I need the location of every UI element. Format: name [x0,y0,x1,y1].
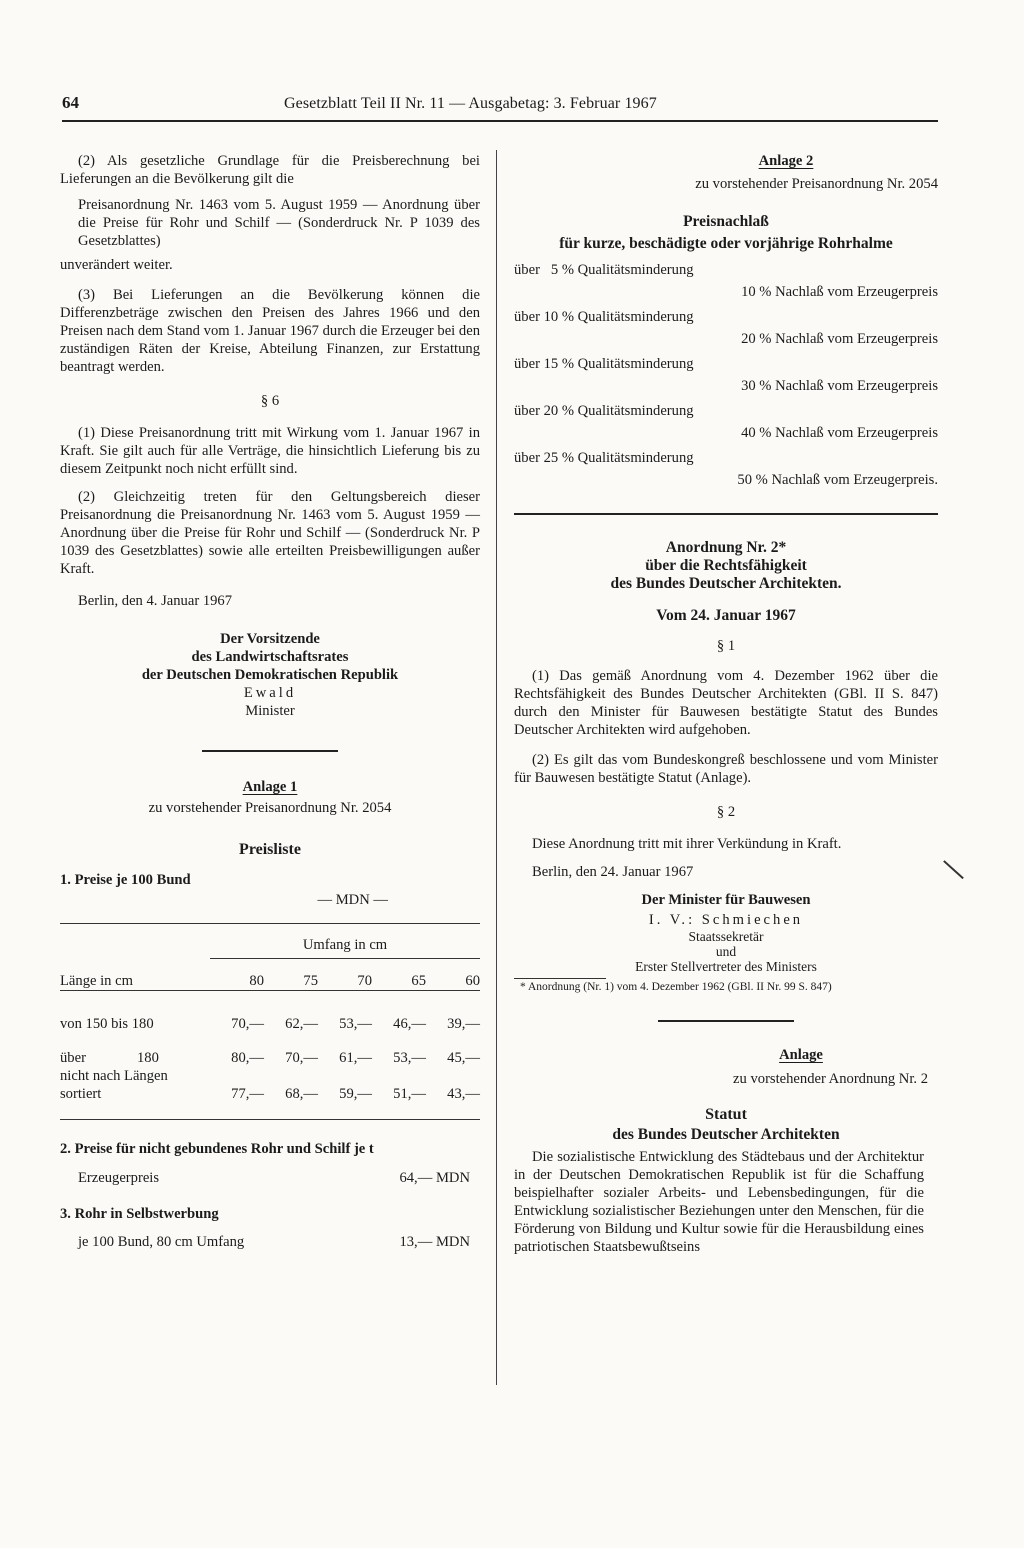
cell: 70,— [285,1049,318,1066]
footnote-rule [514,978,606,979]
cell: 68,— [285,1085,318,1102]
currency-label: — MDN — [317,892,388,908]
ordinance-title-line-2: über die Rechtsfähigkeit [645,557,807,574]
table-group-header: Umfang in cm [210,932,480,958]
signature-title-1: Staatssekretär [688,929,764,944]
row-label: von 150 bis 180 [60,1015,154,1032]
cell: 70,— [231,1015,264,1032]
table-row [60,1067,480,1103]
column-divider [496,150,497,1385]
item-3-value: 13,— MDN [399,1233,470,1250]
price-table [60,923,480,1120]
item-3-label: je 100 Bund, 80 cm Umfang [78,1233,245,1250]
discount-condition: über 25 % Qualitätsminderung [514,450,694,466]
header-title: Gesetzblatt Teil II Nr. 11 — Ausgabetag: 3. Februar 1967 [284,95,657,112]
paragraph-2-end: unverändert weiter. [60,257,173,273]
ordinance-title [514,539,938,593]
row-label-line-2: sortiert [60,1085,102,1102]
anlage-1-title-text: Anlage 1 [242,779,298,795]
cell: 59,— [339,1085,372,1102]
discount-value: 50 % Nachlaß vom Erzeugerpreis. [737,472,938,488]
list-item [514,402,938,442]
section-1-heading: § 1 [716,638,736,654]
signature-block [514,891,938,974]
statut-subtitle: des Bundes Deutscher Architekten [612,1126,840,1143]
list-item [514,308,938,348]
page-number: 64 [62,93,79,112]
item-2-label: Erzeugerpreis [78,1169,160,1186]
discount-value: 20 % Nachlaß vom Erzeugerpreis [741,331,938,347]
right-column [514,152,938,1256]
cell: 62,— [285,1015,318,1032]
cell: 43,— [447,1085,480,1102]
page-header [62,94,938,122]
preisliste-title: Preisliste [239,841,301,858]
anlage-1-title [60,778,480,796]
signature-name: Ewald [243,685,297,701]
item-2-heading-text: 2. Preise für nicht gebundenes Rohr und Schilf je t [60,1140,374,1157]
anlage-subtitle: zu vorstehender Anordnung Nr. 2 [733,1071,928,1087]
row-label-line-1: nicht nach Längen [60,1067,168,1084]
ordinance-date: Vom 24. Januar 1967 [656,607,796,624]
cell: 39,— [447,1015,480,1032]
row-label: über 180 [60,1049,159,1066]
cell: 46,— [393,1015,426,1032]
paragraph-2-quote: Preisanordnung Nr. 1463 vom 5. August 1959 — Anordnung über die Preise für Rohr und Schilf — (Sonderdruck Nr. P 1039 des Gesetzblattes) [78,197,480,249]
section-separator [658,1020,794,1022]
list-item [514,261,938,301]
nachlass-title: Preisnachlaß [683,213,769,230]
section-6-paragraph-1: (1) Diese Preisanordnung tritt mit Wirkung vom 1. Januar 1967 in Kraft. Sie gilt auch für alle Verträge, die hinsichtlich Lieferung bis zu diesem Zeitpunkt noch nicht erfüllt sind. [60,425,480,477]
statut-title: Statut [705,1106,747,1123]
discount-condition: über 5 % Qualitätsminderung [514,262,694,278]
col-header: 65 [411,972,426,989]
col-header: 75 [303,972,318,989]
paragraph-3: (3) Bei Lieferungen an die Bevölkerung können die Differenzbeträge zwischen den Preisen des Jahres 1966 und den Preisen nach dem Stand vom 1. Januar 1967 durch die Erzeuger bei den zuständigen Räten der Kreise, Abteilung Finanzen, zur Erstattung beantragt werden. [60,287,480,375]
anlage-1-subtitle: zu vorstehender Preisanordnung Nr. 2054 [148,800,392,816]
nachlass-subtitle: für kurze, beschädigte oder vorjährige Rohrhalme [559,235,893,252]
cell: 45,— [447,1049,480,1066]
anlage-2-title-text: Anlage 2 [758,153,814,169]
item-1-heading: 1. Preise je 100 Bund [60,872,191,888]
footnote: * Anordnung (Nr. 1) vom 4. Dezember 1962 (GBl. II Nr. 99 S. 847) [520,981,832,993]
discount-condition: über 20 % Qualitätsminderung [514,403,694,419]
item-2-value: 64,— MDN [399,1169,470,1186]
signature-name: I. V.: Schmiechen [648,912,804,928]
section-1-paragraph-1: (1) Das gemäß Anordnung vom 4. Dezember 1962 über die Rechtsfähigkeit des Bundes Deutscher Architekten (GBl. II S. 847) durch den Minister für Bauwesen bestätigte Statut des Bundes Deutscher Architekten wird aufgehoben. [514,668,938,738]
item-3-row [60,1233,480,1251]
table-row [60,1033,480,1067]
signature-block [60,630,480,720]
item-3-heading: 3. Rohr in Selbstwerbung [60,1205,219,1222]
discount-value: 10 % Nachlaß vom Erzeugerpreis [741,284,938,300]
list-item [514,355,938,395]
signature-title-2: und [715,944,737,959]
left-column [60,152,480,1251]
discount-value: 30 % Nachlaß vom Erzeugerpreis [741,378,938,394]
signature-line-2: des Landwirtschaftsrates [191,649,349,665]
cell: 53,— [339,1015,372,1032]
discount-list [514,261,938,489]
signature-line-1: Der Vorsitzende [220,631,320,647]
cell: 80,— [231,1049,264,1066]
statut-text: Die sozialistische Entwicklung des Städtebaus und der Architektur in der Deutschen Demokratischen Republik ist für die Schaffung beispielhafter sozialer Arbeits- und Lebensbedingungen, für die Entwicklung sozialistischer Beziehungen unter den Menschen, für die Förderung von Bildung und Kultur sowie für die Herausbildung eines patriotischen Staatsbewußtseins [514,1149,924,1255]
signature-title: Minister [245,703,295,719]
col-header: 70 [357,972,372,989]
discount-condition: über 15 % Qualitätsminderung [514,356,694,372]
anlage-2-subtitle: zu vorstehender Preisanordnung Nr. 2054 [695,176,938,192]
signature-line-1: Der Minister für Bauwesen [641,892,811,908]
place-date: Berlin, den 24. Januar 1967 [532,864,694,880]
item-2-row [60,1169,480,1187]
section-separator [202,750,338,752]
section-1-paragraph-2: (2) Es gilt das vom Bundeskongreß beschlossene und vom Minister für Bauwesen bestätigte Statut (Anlage). [514,752,938,786]
ordinance-title-line-1: Anordnung Nr. 2* [665,539,787,556]
cell: 77,— [231,1085,264,1102]
section-6-heading: § 6 [260,393,280,409]
cell: 51,— [393,1085,426,1102]
col-header: 80 [249,972,264,989]
table-row-header: Länge in cm [60,972,133,989]
table-row [60,1013,480,1033]
margin-mark [943,860,963,879]
place-date: Berlin, den 4. Januar 1967 [78,593,233,609]
col-header: 60 [465,972,480,989]
item-2-heading [60,1140,480,1158]
list-item [514,449,938,489]
discount-condition: über 10 % Qualitätsminderung [514,309,694,325]
paragraph-2-intro: (2) Als gesetzliche Grundlage für die Preisberechnung bei Lieferungen an die Bevölkerung gilt die [60,153,480,187]
anlage-2-title [634,152,938,170]
ordinance-title-line-3: des Bundes Deutscher Architekten. [610,575,842,592]
discount-value: 40 % Nachlaß vom Erzeugerpreis [741,425,938,441]
row-label [60,1067,210,1103]
anlage-title-text: Anlage [779,1047,823,1063]
section-separator [514,513,938,515]
cell: 61,— [339,1049,372,1066]
section-2-paragraph: Diese Anordnung tritt mit ihrer Verkündung in Kraft. [532,836,842,852]
section-2-heading: § 2 [716,804,736,820]
signature-line-3: der Deutschen Demokratischen Republik [141,667,399,683]
section-6-paragraph-2: (2) Gleichzeitig treten für den Geltungsbereich dieser Preisanordnung die Preisanordnung Nr. 1463 vom 5. August 1959 — Anordnung über die Preise für Rohr und Schilf — (Sonderdruck Nr. P 1039 des Gesetzblattes) sowie alle erteilten Preisbewilligungen außer Kraft. [60,489,480,577]
cell: 53,— [393,1049,426,1066]
anlage-title [664,1046,938,1064]
signature-title-3: Erster Stellvertreter des Ministers [635,959,817,974]
